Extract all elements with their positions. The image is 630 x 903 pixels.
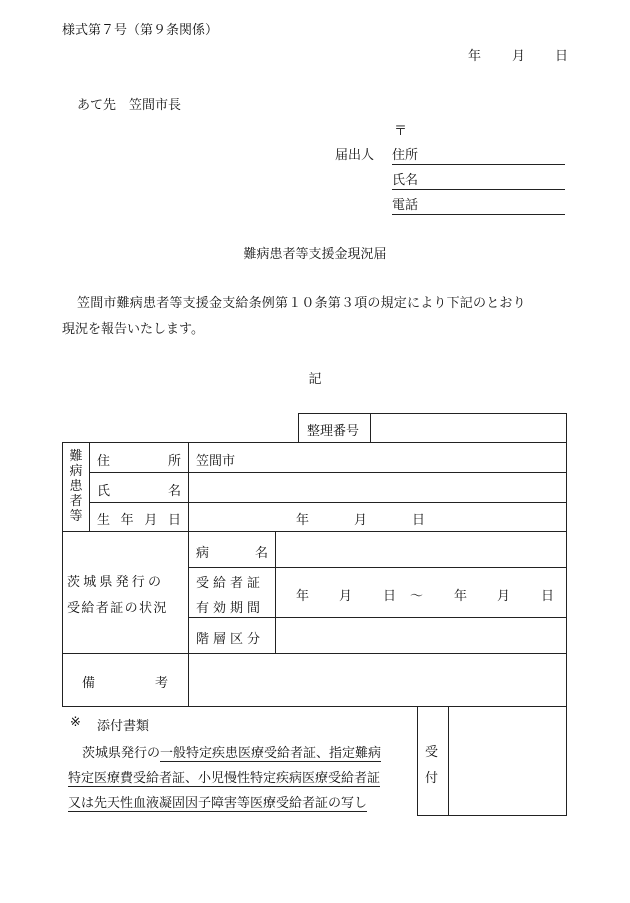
tier-label: 階層区分 [196,632,265,647]
body-text-line1: 笠間市難病患者等支援金支給条例第１０条第３項の規定により下記のとおり [77,296,526,311]
birth-year: 年 [296,513,310,528]
postal-mark: 〒 [394,124,408,139]
reception-label-1: 受 [425,745,439,760]
remarks-input[interactable] [190,655,565,705]
addressee: あて先 笠間市長 [77,98,182,113]
seiri-bango-label: 整理番号 [307,424,360,439]
name-label: 氏名 [392,173,419,188]
document-title: 難病患者等支援金現況届 [243,247,387,262]
patient-birthdate-label: 生 年 月 日 [97,513,181,528]
date-year: 年 [468,49,482,64]
reception-stamp-area[interactable] [450,708,564,814]
ki-mark: 記 [308,372,322,387]
phone-label: 電話 [392,198,419,213]
address-field[interactable] [392,144,565,165]
form-number: 様式第７号（第９条関係） [62,23,219,38]
applicant-label: 届出人 [335,148,375,163]
status-label-line1: 茨城県発行の [67,575,165,590]
patient-section-label: 難 病 患 者 等 [69,449,83,524]
tier-input[interactable] [277,619,565,652]
attachments-line1: 茨城県発行の一般特定疾患医療受給者証、指定難病 [82,746,382,761]
name-field[interactable] [392,169,565,190]
date-day: 日 [555,49,569,64]
validity-tilde: ～ [410,589,424,604]
disease-name-input[interactable] [277,533,565,566]
birth-month: 月 [354,513,368,528]
validity-end-month: 月 [497,589,511,604]
validity-end-day: 日 [541,589,555,604]
patient-address-label: 住 所 [97,454,181,469]
birth-day: 日 [412,513,426,528]
patient-name-label: 氏 名 [97,484,181,499]
date-month: 月 [512,49,526,64]
reception-label-2: 付 [425,771,439,786]
validity-label-line2: 有効期間 [196,601,265,616]
validity-start-month: 月 [339,589,353,604]
address-label: 住所 [392,148,419,163]
attachments-line3: 又は先天性血液凝固因子障害等医療受給者証の写し [68,796,368,811]
validity-label-line1: 受給者証 [196,576,265,591]
disease-name-label: 病 名 [196,546,268,561]
patient-address-value[interactable]: 笠間市 [196,454,236,469]
remarks-label: 備 考 [82,676,168,691]
seiri-bango-input[interactable] [372,414,565,441]
patient-name-input[interactable] [190,474,565,500]
phone-field[interactable] [392,194,565,215]
status-label-line2: 受給者証の状況 [67,601,168,616]
attachments-mark: ※ [70,715,81,730]
validity-start-day: 日 [383,589,397,604]
body-text-line2: 現況を報告いたします。 [62,322,204,337]
validity-end-year: 年 [454,589,468,604]
attachments-heading: 添付書類 [97,719,150,734]
attachments-line2: 特定医療費受給者証、小児慢性特定疾病医療受給者証 [68,771,381,786]
validity-start-year: 年 [296,589,310,604]
